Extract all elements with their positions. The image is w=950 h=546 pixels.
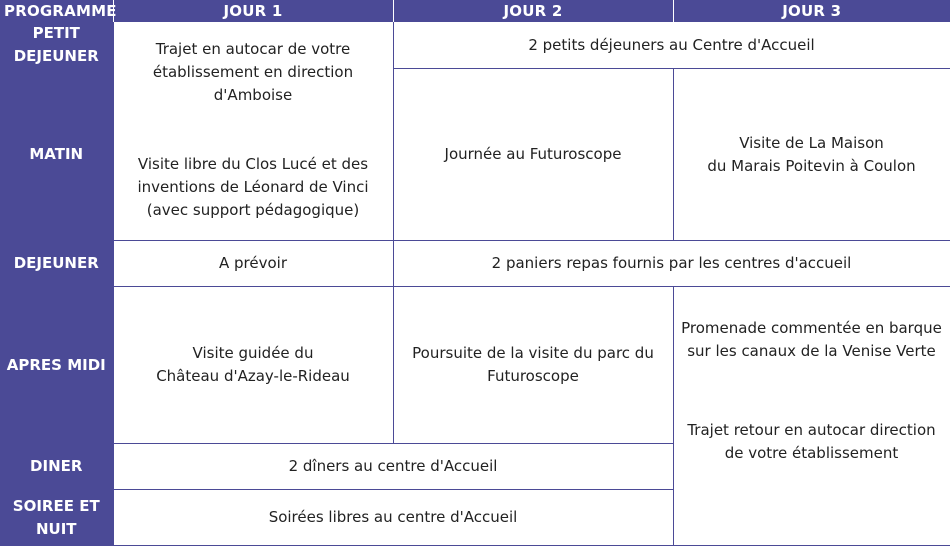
jour3-retour-line1: Trajet retour en autocar direction [687,421,936,439]
jour2-apres-midi-line1: Poursuite de la visite du parc du [412,344,654,362]
cell-jour2-apres-midi [393,287,673,444]
jour3-promenade-line1: Promenade commentée en barque [681,319,942,337]
cell-jour1-apres-midi [113,287,393,444]
jour1-apres-midi-line2: Château d'Azay-le-Rideau [156,367,350,385]
jour3-matin-line1: Visite de La Maison [739,133,884,152]
row-label-petit-dejeuner [0,22,113,69]
header-jour2: JOUR 2 [393,0,673,22]
row-label-soiree-line1: SOIREE ET [12,496,100,515]
jour2-apres-midi-line2: Futuroscope [487,367,579,385]
jour3-retour-line2: de votre établissement [724,444,899,462]
row-apres-midi [0,287,950,444]
row-label-soiree [0,490,113,546]
header-row [0,0,950,22]
cell-jour3-promenade [678,317,946,363]
cell-jour12-soiree: Soirées libres au centre d'Accueil [113,490,673,546]
jour1-travel-line2: établissement en direction [152,63,354,81]
row-petit-dejeuner [0,22,950,69]
cell-jour12-diner: 2 dîners au centre d'Accueil [113,444,673,490]
cell-jour3-retour [678,419,946,465]
row-label-apres-midi: APRES MIDI [0,287,113,444]
cell-jour1-morning [113,22,393,241]
row-dejeuner [0,241,950,287]
jour3-matin-line2: du Marais Poitevin à Coulon [707,156,916,175]
row-label-diner: DINER [0,444,113,490]
row-label-soiree-line2: NUIT [35,519,77,538]
header-jour3: JOUR 3 [673,0,950,22]
row-label-dejeuner: DEJEUNER [0,241,113,287]
cell-jour1-clos-luce [118,153,389,222]
cell-jour1-travel [118,38,389,107]
jour3-promenade-line2: sur les canaux de la Venise Verte [687,342,936,360]
row-label-petit-dejeuner-line2: DEJEUNER [13,47,99,65]
jour1-travel-line3: d'Amboise [213,86,293,104]
row-label-petit-dejeuner-line1: PETIT [32,24,80,42]
cell-jour2-matin: Journée au Futuroscope [393,69,673,241]
cell-jour23-dejeuner: 2 paniers repas fournis par les centres d'accueil [393,241,950,287]
cell-jour3-matin [673,69,950,241]
row-label-matin: MATIN [0,69,113,241]
cell-jour1-dejeuner: A prévoir [113,241,393,287]
jour1-apres-midi-line1: Visite guidée du [192,344,314,362]
jour1-travel-line1: Trajet en autocar de votre [155,40,351,58]
jour1-clos-luce-line2: inventions de Léonard de Vinci [137,178,369,196]
jour1-clos-luce-line3: (avec support pédagogique) [146,201,360,219]
header-programme: PROGRAMME [0,0,113,22]
jour1-clos-luce-line1: Visite libre du Clos Lucé et des [137,155,369,173]
cell-jour23-petit-dejeuner: 2 petits déjeuners au Centre d'Accueil [393,22,950,69]
cell-jour3-apres-midi-retour [673,287,950,546]
header-jour1: JOUR 1 [113,0,393,22]
